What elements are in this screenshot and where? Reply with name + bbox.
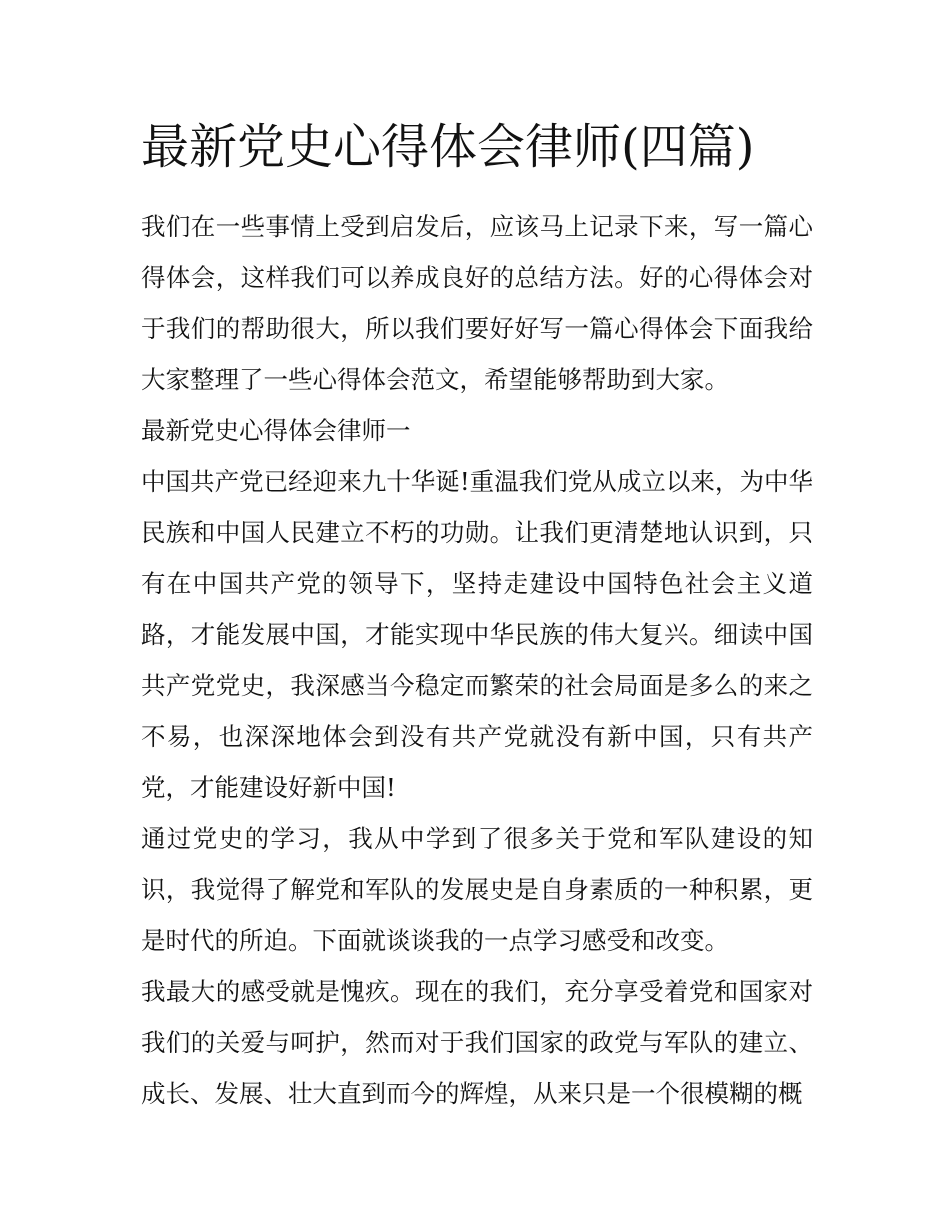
document-title: 最新党史心得体会律师(四篇)	[141, 119, 755, 175]
intro-paragraph: 我们在一些事情上受到启发后，应该马上记录下来，写一篇心得体会，这样我们可以养成良好的总结方法。好的心得体会对于我们的帮助很大，所以我们要好好写一篇心得体会下面我给大家整理了一些心得体会范文，希望能够帮助到大家。	[141, 212, 813, 394]
document-body	[141, 201, 813, 1119]
body-paragraph: 我最大的感受就是愧疚。现在的我们，充分享受着党和国家对我们的关爱与呵护，然而对于我们国家的政党与军队的建立、成长、发展、壮大直到而今的辉煌，从来只是一个很模糊的概	[141, 977, 813, 1108]
body-paragraph: 通过党史的学习，我从中学到了很多关于党和军队建设的知识，我觉得了解党和军队的发展史是自身素质的一种积累，更是时代的所迫。下面就谈谈我的一点学习感受和改变。	[141, 824, 813, 955]
section-heading: 最新党史心得体会律师一	[141, 416, 411, 445]
document-content	[141, 115, 813, 1119]
body-paragraph: 中国共产党已经迎来九十华诞!重温我们党从成立以来，为中华民族和中国人民建立不朽的功勋。让我们更清楚地认识到，只有在中国共产党的领导下，坚持走建设中国特色社会主义道路，才能发展中国，才能实现中华民族的伟大复兴。细读中国共产党党史，我深感当今稳定而繁荣的社会局面是多么的来之不易，也深深地体会到没有共产党就没有新中国，只有共产党，才能建设好新中国!	[141, 467, 813, 802]
